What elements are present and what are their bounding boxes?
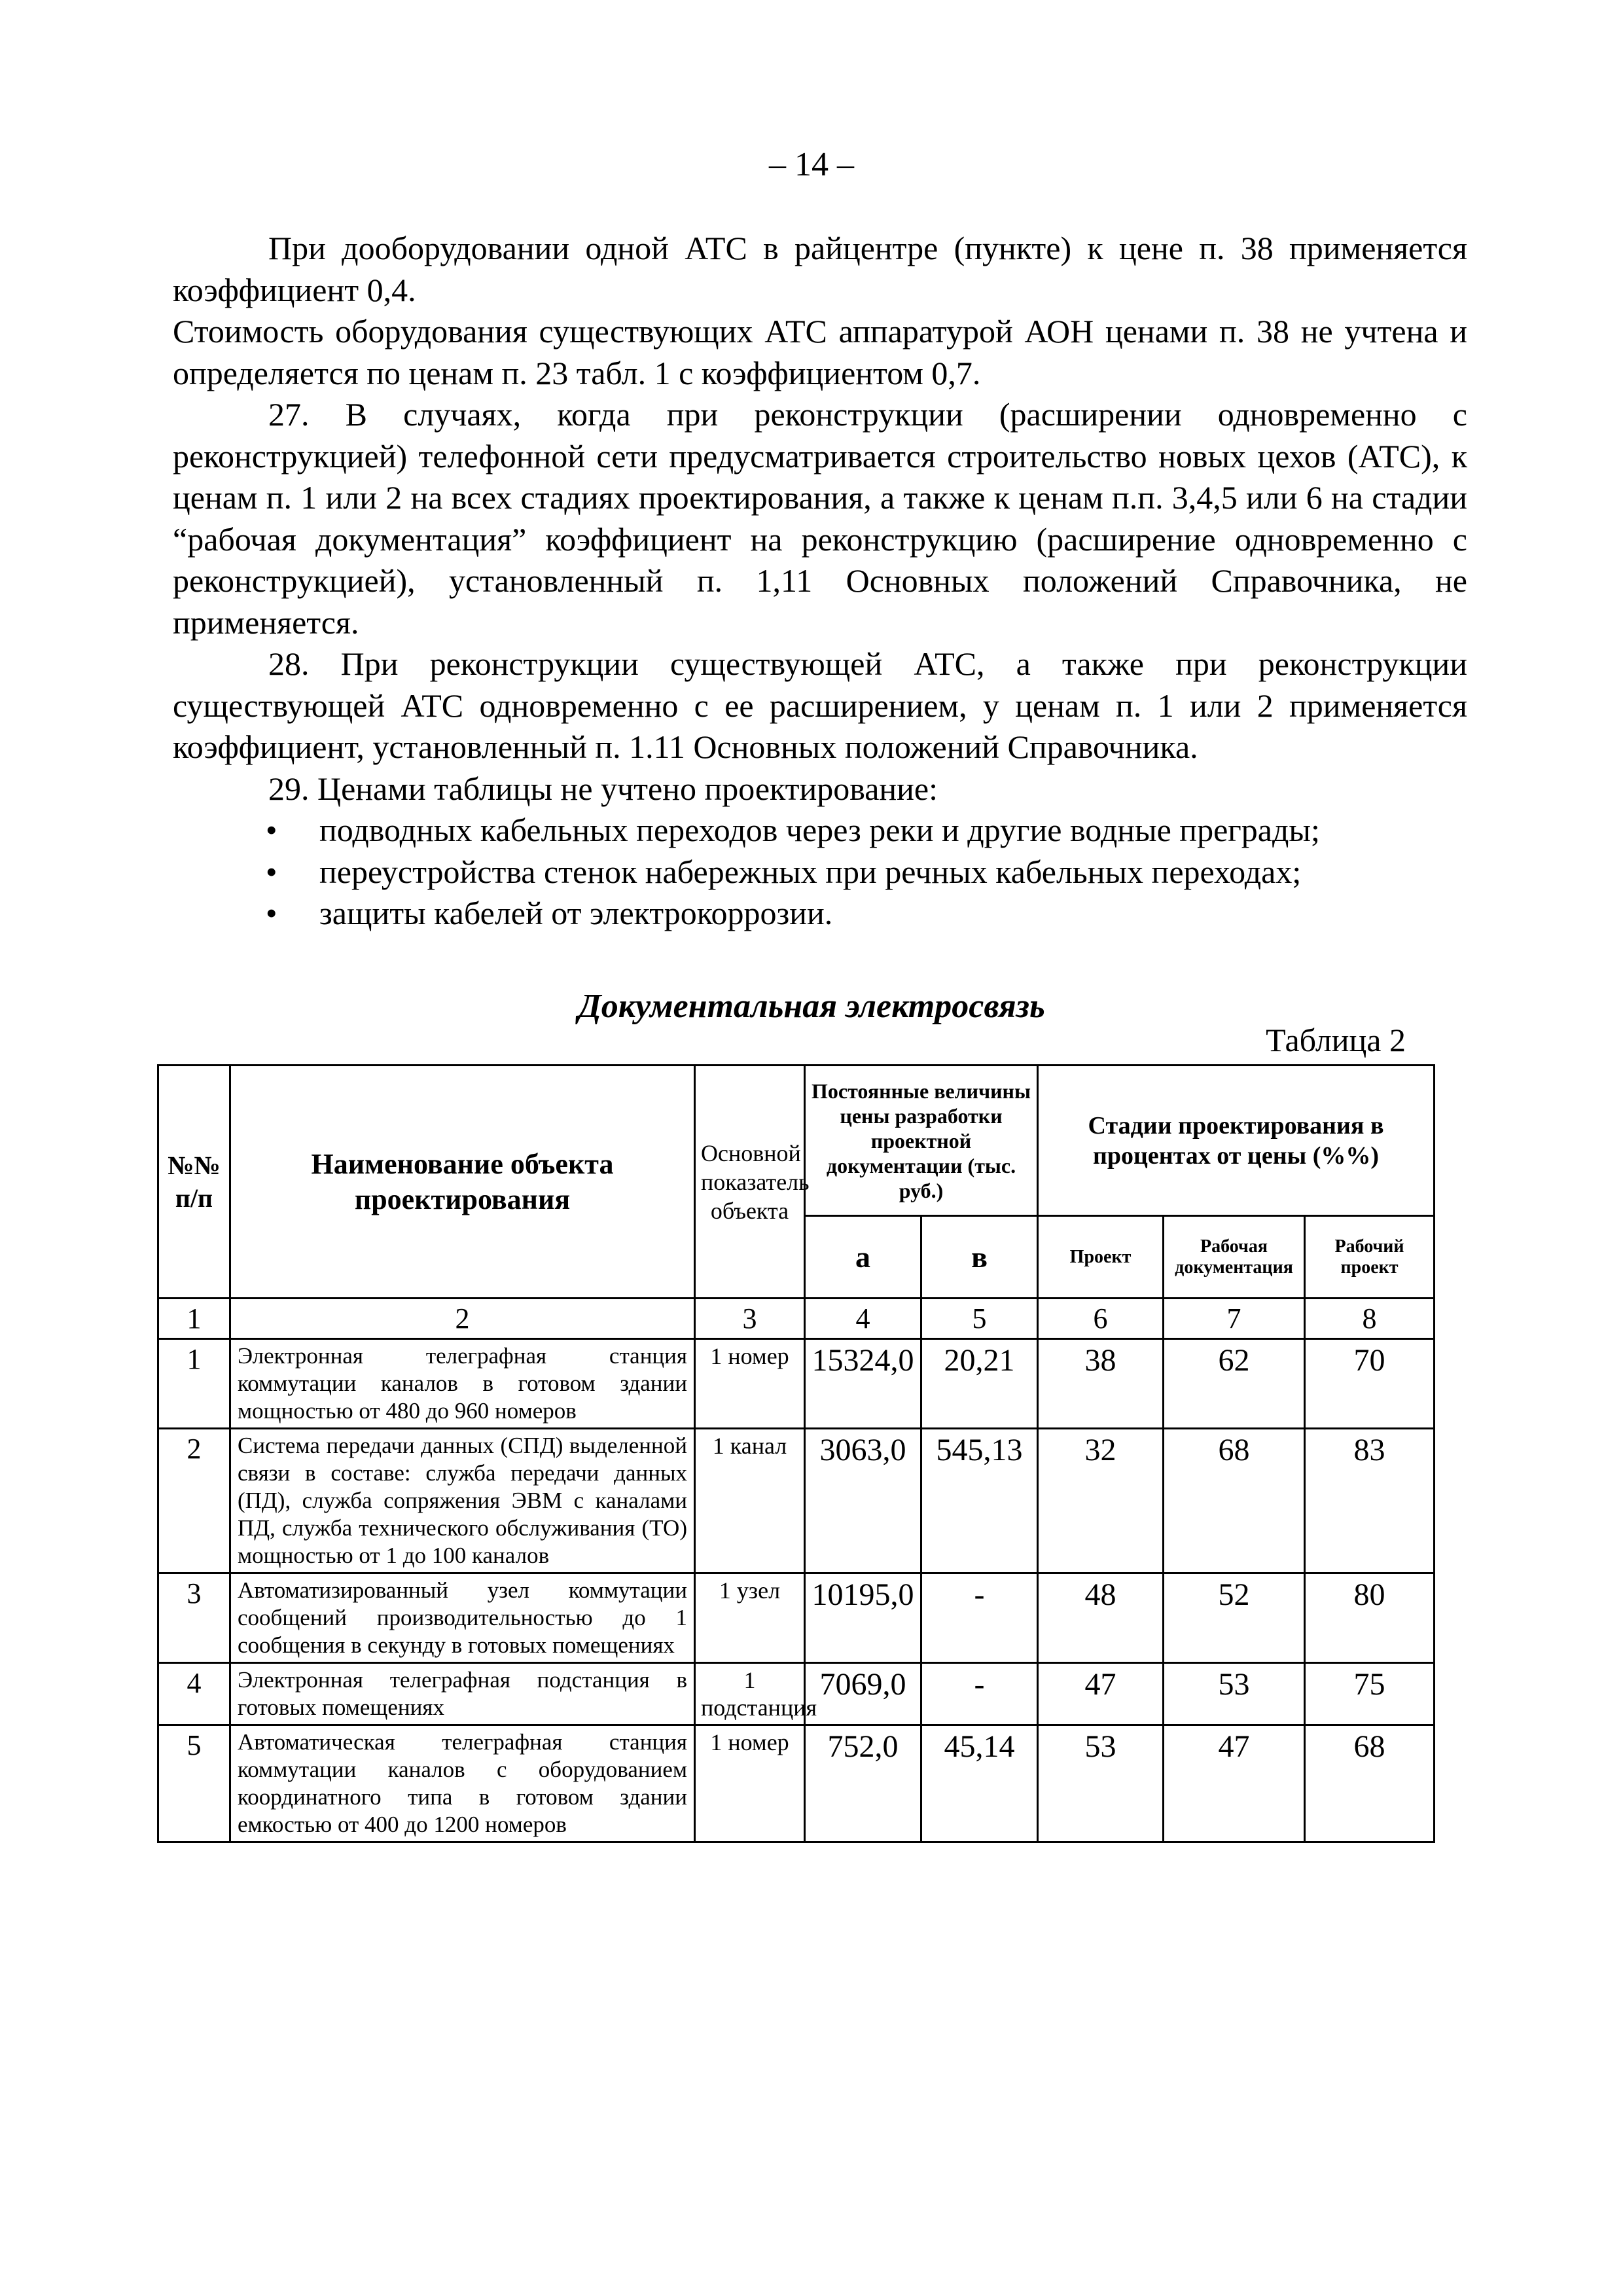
row-number: 1	[158, 1339, 230, 1429]
header-indicator: Основной показатель объекта	[695, 1066, 805, 1299]
bullet-list	[173, 810, 1467, 935]
body-text	[173, 228, 1467, 935]
row-b: 545,13	[921, 1429, 1038, 1573]
row-b: -	[921, 1663, 1038, 1725]
paragraph: При дооборудовании одной АТС в райцентре (пункте) к цене п. 38 применяется коэффициент 0,4.	[173, 230, 1467, 308]
row-name: Автоматическая телеграфная станция коммутации каналов с оборудованием координатного типа в готовом здании емкостью от 400 до 1200 номеров	[230, 1725, 695, 1842]
column-number: 7	[1164, 1299, 1305, 1339]
column-number: 2	[230, 1299, 695, 1339]
bullet-item: • переустройства стенок набережных при речных кабельных переходах;	[173, 852, 1467, 893]
row-work-doc: 68	[1164, 1429, 1305, 1573]
header-stages: Стадии проектирования в процентах от цены (%%)	[1038, 1066, 1435, 1216]
column-number: 5	[921, 1299, 1038, 1339]
header-b: в	[921, 1216, 1038, 1299]
row-work-doc: 53	[1164, 1663, 1305, 1725]
row-b: 45,14	[921, 1725, 1038, 1842]
header-project: Проект	[1038, 1216, 1164, 1299]
row-number: 2	[158, 1429, 230, 1573]
row-work-doc: 52	[1164, 1573, 1305, 1663]
table-row	[158, 1573, 1435, 1663]
header-num: №№ п/п	[158, 1066, 230, 1299]
price-table	[157, 1064, 1435, 1843]
column-number: 4	[805, 1299, 921, 1339]
paragraph: 29. Ценами таблицы не учтено проектирование:	[268, 770, 938, 807]
column-number: 8	[1305, 1299, 1435, 1339]
table-row	[158, 1663, 1435, 1725]
row-indicator: 1 канал	[695, 1429, 805, 1573]
header-const-prices: Постоянные величины цены разработки проектной документации (тыс. руб.)	[805, 1066, 1038, 1216]
row-indicator: 1 номер	[695, 1725, 805, 1842]
row-number: 3	[158, 1573, 230, 1663]
row-work-project: 75	[1305, 1663, 1435, 1725]
paragraph: Стоимость оборудования существующих АТС аппаратурой АОН ценами п. 38 не учтена и определяется по ценам п. 23 табл. 1 с коэффициентом 0,7.	[173, 313, 1467, 391]
column-number: 1	[158, 1299, 230, 1339]
row-number: 4	[158, 1663, 230, 1725]
row-a: 7069,0	[805, 1663, 921, 1725]
bullet-item: • подводных кабельных переходов через реки и другие водные преграды;	[173, 810, 1467, 852]
table-row	[158, 1725, 1435, 1842]
bullet-item: • защиты кабелей от электрокоррозии.	[173, 893, 1467, 935]
row-work-project: 83	[1305, 1429, 1435, 1573]
row-a: 3063,0	[805, 1429, 921, 1573]
row-indicator: 1 подстанция	[695, 1663, 805, 1725]
header-row-1	[158, 1066, 1435, 1216]
row-name: Система передачи данных (СПД) выделенной связи в составе: служба передачи данных (ПД), служба сопряжения ЭВМ с каналами ПД, служба технического обслуживания (ТО) мощностью от 1 до 100 каналов	[230, 1429, 695, 1573]
column-number: 3	[695, 1299, 805, 1339]
header-work-project: Рабочий проект	[1305, 1216, 1435, 1299]
row-project: 53	[1038, 1725, 1164, 1842]
row-project: 47	[1038, 1663, 1164, 1725]
header-a: а	[805, 1216, 921, 1299]
row-project: 38	[1038, 1339, 1164, 1429]
row-work-project: 68	[1305, 1725, 1435, 1842]
row-indicator: 1 узел	[695, 1573, 805, 1663]
table-row	[158, 1339, 1435, 1429]
row-number: 5	[158, 1725, 230, 1842]
section-title: Документальная электросвязь	[578, 988, 1045, 1025]
row-project: 32	[1038, 1429, 1164, 1573]
paragraph: 27. В случаях, когда при реконструкции (расширении одновременно с реконструкцией) телефонной сети предусматривается строительство новых цехов (АТС), к ценам п. 1 или 2 на всех стадиях проектирования, а также к ценам п.п. 3,4,5 или 6 на стадии “рабочая документация” коэффициент на реконструкцию (расширение одновременно с реконструкцией), установленный п. 1,11 Основных положений Справочника, не применяется.	[173, 396, 1467, 641]
row-work-project: 70	[1305, 1339, 1435, 1429]
row-b: -	[921, 1573, 1038, 1663]
row-project: 48	[1038, 1573, 1164, 1663]
column-number-row	[158, 1299, 1435, 1339]
row-a: 752,0	[805, 1725, 921, 1842]
paragraph: 28. При реконструкции существующей АТС, а также при реконструкции существующей АТС одновременно с ее расширением, у ценам п. 1 или 2 применяется коэффициент, установленный п. 1.11 Основных положений Справочника.	[173, 645, 1467, 765]
table-label: Таблица 2	[1266, 1022, 1406, 1058]
row-indicator: 1 номер	[695, 1339, 805, 1429]
table-row	[158, 1429, 1435, 1573]
row-a: 15324,0	[805, 1339, 921, 1429]
row-work-project: 80	[1305, 1573, 1435, 1663]
column-number: 6	[1038, 1299, 1164, 1339]
row-work-doc: 47	[1164, 1725, 1305, 1842]
row-name: Автоматизированный узел коммутации сообщений производительностью до 1 сообщения в секунду в готовых помещениях	[230, 1573, 695, 1663]
header-name: Наименование объекта проектирования	[230, 1066, 695, 1299]
page-number: – 14 –	[769, 146, 854, 183]
row-b: 20,21	[921, 1339, 1038, 1429]
row-name: Электронная телеграфная подстанция в готовых помещениях	[230, 1663, 695, 1725]
row-name: Электронная телеграфная станция коммутации каналов в готовом здании мощностью от 480 до 960 номеров	[230, 1339, 695, 1429]
header-work-doc: Рабочая документация	[1164, 1216, 1305, 1299]
row-a: 10195,0	[805, 1573, 921, 1663]
row-work-doc: 62	[1164, 1339, 1305, 1429]
